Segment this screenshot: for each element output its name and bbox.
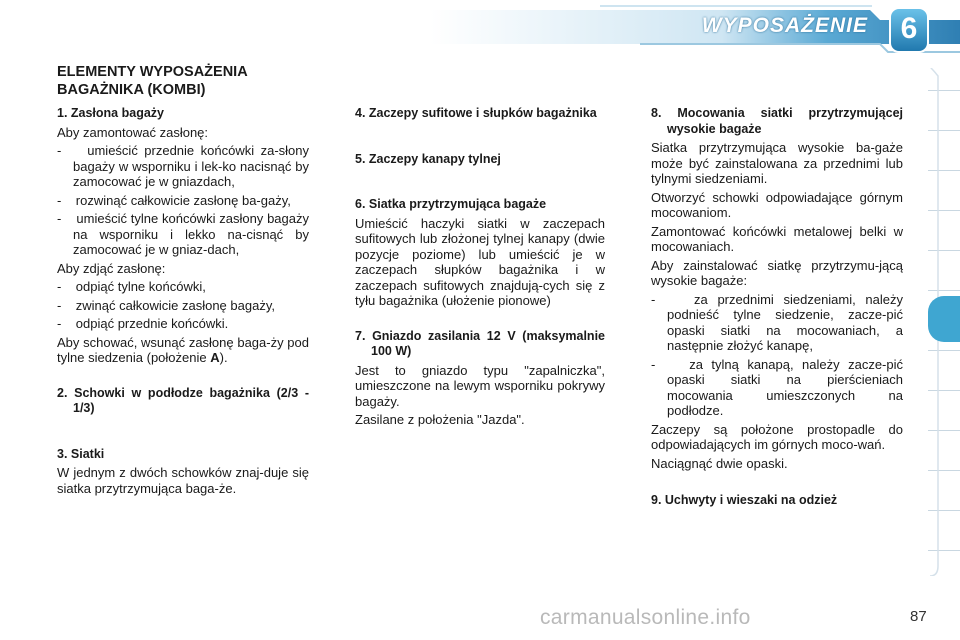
column-3 <box>651 106 903 512</box>
section-4-heading: 4. Zaczepy sufitowe i słupków bagażnika <box>355 106 597 120</box>
column-1 <box>57 106 309 499</box>
section-6-text: Umieścić haczyki siatki w zaczepach sufitowych lub złożonej tylnej kanapy (dwie pozycje poziome) lub umieścić je w zaczepach słupków bagażnika i w zaczepach sufitowych znajdują-cych się z tyłu bagażnika (ułożenie pionowe) <box>355 215 605 308</box>
section-3-heading: 3. Siatki <box>57 446 105 461</box>
section-8-heading: 8. Mocowania siatki przytrzymującej wysokie bagaże <box>651 106 903 136</box>
section-7-text-2: Zasilane z położenia "Jazda". <box>355 412 525 427</box>
active-chapter-tab[interactable] <box>928 296 960 342</box>
list-item: - umieścić przednie końcówki za-słony bagaży w wsporniku i lek-ko nacisnąć by zamocować je w gniazdach, <box>57 143 309 189</box>
section-7-heading: 7. Gniazdo zasilania 12 V (maksymalnie 100 W) <box>355 328 605 358</box>
header-title: WYPOSAŻENIE <box>701 14 868 37</box>
section-9-heading: 9. Uchwyty i wieszaki na odzież <box>651 493 838 507</box>
list-item: - umieścić tylne końcówki zasłony bagaży na wsporniku i lekko na-cisnąć by zamocować je w gniaz-dach, <box>57 211 309 257</box>
section-8-paragraph: Naciągnąć dwie opaski. <box>651 455 788 471</box>
chapter-number: 6 <box>900 12 918 45</box>
column-2 <box>355 106 605 431</box>
section-8-paragraph: Zamontować końcówki metalowej belki w mocowaniach. <box>651 223 903 254</box>
list-item: - za tylną kanapą, należy zacze-pić opaski siatki na pierścieniach mocowania umieszczonych na podłodze. <box>651 356 904 418</box>
section-2-heading: 2. Schowki w podłodze bagażnika (2/3 - 1/3) <box>57 385 309 415</box>
list-item: - za przednimi siedzeniami, należy podnieść tylne siedzenie, zacze-pić opaski siatki na mocowaniach, a następnie złożyć kanapę, <box>651 291 903 353</box>
section-1-heading: 1. Zasłona bagaży <box>57 106 164 120</box>
page-title: ELEMENTY WYPOSAŻENIA BAGAŻNIKA (KOMBI) <box>57 64 248 98</box>
list-item: - odpiąć tylne końcówki, <box>57 279 206 294</box>
section-8-paragraph: Aby zainstalować siatkę przytrzymu-jącą wysokie bagaże: <box>651 257 903 288</box>
section-8-paragraph: Zaczepy są położone prostopadle do odpowiadających im górnych moco-wań. <box>651 421 903 452</box>
section-6-heading: 6. Siatka przytrzymująca bagaże <box>355 197 547 211</box>
section-3-text: W jednym z dwóch schowków znaj-duje się siatka przytrzymująca baga-że. <box>57 465 309 496</box>
section-7-text: Jest to gniazdo typu "zapalniczka", umieszczone na lewym wsporniku pokrywy bagaży. <box>355 362 605 409</box>
list-item: - zwinąć całkowicie zasłonę bagaży, <box>57 297 275 313</box>
page-number: 87 <box>910 608 927 625</box>
section-1-hide-text: Aby schować, wsunąć zasłonę baga-ży pod tylne siedzenia (położenie A). <box>57 334 309 365</box>
list-item: - odpiąć przednie końcówki. <box>57 316 229 331</box>
section-8-paragraph: Otworzyć schowki odpowiadające górnym mocowaniom. <box>651 189 903 220</box>
section-8-paragraph: Siatka przytrzymująca wysokie ba-gaże może być zainstalowana za przednimi lub tylnymi siedzeniami. <box>651 140 903 186</box>
section-5-heading: 5. Zaczepy kanapy tylnej <box>355 151 501 166</box>
watermark: carmanualsonline.info <box>540 606 751 629</box>
section-1-intro: Aby zamontować zasłonę: <box>57 124 209 140</box>
list-item: - rozwinąć całkowicie zasłonę ba-gaży, <box>57 192 291 208</box>
section-1-remove-intro: Aby zdjąć zasłonę: <box>57 260 166 276</box>
